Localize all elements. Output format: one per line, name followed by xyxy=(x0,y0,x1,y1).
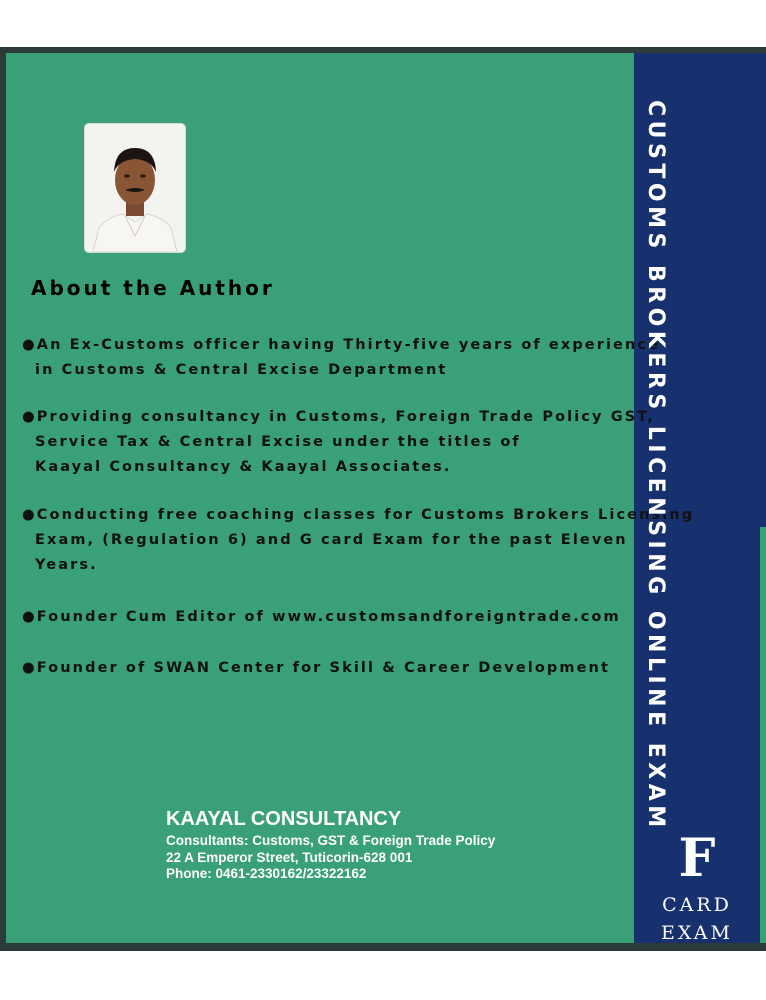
bullet-experience: ●An Ex-Customs officer having Thirty-five years of experience in Customs & Central Excise Department xyxy=(22,337,661,378)
bullet-swan-center: ●Founder of SWAN Center for Skill & Career Development xyxy=(22,660,610,676)
bullet-dot: ● xyxy=(22,337,37,353)
spine-edge xyxy=(760,53,766,527)
bullet-editor: ●Founder Cum Editor of www.customsandforeigntrade.com xyxy=(22,609,621,625)
bullet-dot: ● xyxy=(22,409,37,425)
bullet-dot: ● xyxy=(22,660,37,676)
bullet-coaching: ●Conducting free coaching classes for Customs Brokers Licensing Exam, (Regulation 6) and G card Exam for the past Eleven Years. xyxy=(22,507,695,573)
publisher-tagline: Consultants: Customs, GST & Foreign Trade Policy xyxy=(166,833,496,848)
bullet-consultancy: ●Providing consultancy in Customs, Foreign Trade Policy GST, Service Tax & Central Excise under the titles of Kaayal Consultancy & Kaayal Associates. xyxy=(22,409,655,475)
spine-title-text: CUSTOMS BROKERS LICENSING ONLINE EXAM xyxy=(643,100,668,832)
publisher-block xyxy=(166,808,495,883)
card-letter: F xyxy=(678,828,716,889)
author-photo xyxy=(85,124,185,252)
card-label: CARD xyxy=(662,894,732,916)
publisher-name: KAAYAL CONSULTANCY xyxy=(166,808,402,830)
about-author-heading: About the Author xyxy=(31,276,275,300)
exam-label: EXAM xyxy=(661,922,733,944)
cover-edge xyxy=(760,527,766,943)
publisher-address: 22 A Emperor Street, Tuticorin-628 001 xyxy=(166,849,413,865)
publisher-phone: Phone: 0461-2330162/23322162 xyxy=(166,866,367,881)
bullet-dot: ● xyxy=(22,507,37,523)
bullet-dot: ● xyxy=(22,609,37,625)
